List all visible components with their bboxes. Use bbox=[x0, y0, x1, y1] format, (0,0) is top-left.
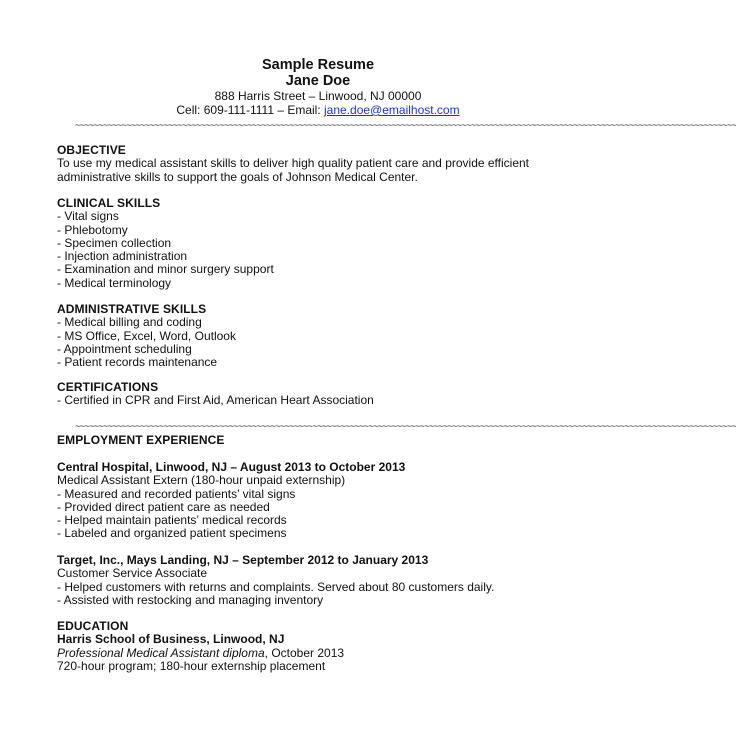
program-line: 720-hour program; 180-hour externship placement bbox=[57, 658, 326, 673]
school-name: Harris School of Business, Linwood, NJ bbox=[57, 632, 285, 647]
list-item: - Assisted with restocking and managing inventory bbox=[57, 594, 577, 607]
list-item: - MS Office, Excel, Word, Outlook bbox=[57, 330, 577, 343]
education-title: EDUCATION bbox=[57, 619, 129, 633]
contact-prefix: Cell: 609-111-1111 – Email: bbox=[176, 103, 325, 117]
list-item: - Medical billing and coding bbox=[57, 316, 577, 329]
objective-line-1: To use my medical assistant skills to deliver high quality patient care and provide efficient bbox=[57, 156, 530, 171]
separator-middle: ~~~~~~~~~~~~~~~~~~~~~~~~~~~~~~~~~~~~~~~~~~~~~~~~~~~~~~~~~~~~~~~~~~~~~~~~~~~~~~~~~~~~~~~~~~~~~~~~~~~~~~~~~~~~~~~~~~~~~~~~~~~~~~~~~~~~~~~~~~~~~~ bbox=[75, 421, 736, 431]
list-item: - Measured and recorded patients’ vital signs bbox=[57, 488, 577, 501]
diploma-date: , October 2013 bbox=[264, 645, 345, 660]
list-item: - Helped customers with returns and complaints. Served about 80 customers daily. bbox=[57, 581, 577, 594]
separator-top: ~~~~~~~~~~~~~~~~~~~~~~~~~~~~~~~~~~~~~~~~~~~~~~~~~~~~~~~~~~~~~~~~~~~~~~~~~~~~~~~~~~~~~~~~~~~~~~~~~~~~~~~~~~~~~~~~~~~~~~~~~~~~~~~~~~~~~~~~~~~~~~ bbox=[75, 120, 736, 130]
resume-header bbox=[0, 57, 636, 117]
certifications-list bbox=[57, 394, 577, 407]
clinical-skills-title: CLINICAL SKILLS bbox=[57, 196, 161, 210]
diploma-name: Professional Medical Assistant diploma bbox=[57, 645, 265, 660]
objective-section bbox=[57, 144, 577, 184]
clinical-skills-list bbox=[57, 210, 577, 290]
job-entry bbox=[57, 554, 577, 607]
education-section bbox=[57, 620, 577, 673]
list-item: - Injection administration bbox=[57, 250, 577, 263]
address-line: 888 Harris Street – Linwood, NJ 00000 bbox=[214, 89, 422, 103]
list-item: - Vital signs bbox=[57, 210, 577, 223]
certifications-section bbox=[57, 381, 577, 408]
list-item: - Certified in CPR and First Aid, American Heart Association bbox=[57, 394, 577, 407]
list-item: - Examination and minor surgery support bbox=[57, 263, 577, 276]
list-item: - Provided direct patient care as needed bbox=[57, 501, 577, 514]
objective-title: OBJECTIVE bbox=[57, 143, 126, 157]
job-entry bbox=[57, 461, 577, 541]
employment-section bbox=[57, 434, 577, 447]
job-duties-list bbox=[57, 488, 577, 541]
resume-title: Sample Resume bbox=[261, 57, 375, 73]
job-heading: Target, Inc., Mays Landing, NJ – September 2012 to January 2013 bbox=[57, 553, 429, 567]
objective-line-2: administrative skills to support the goals of Johnson Medical Center. bbox=[57, 169, 418, 184]
list-item: - Patient records maintenance bbox=[57, 356, 577, 369]
administrative-skills-section bbox=[57, 303, 577, 369]
job-duties-list bbox=[57, 581, 577, 608]
job-role: Medical Assistant Extern (180-hour unpaid externship) bbox=[57, 473, 346, 488]
administrative-skills-list bbox=[57, 316, 577, 369]
list-item: - Specimen collection bbox=[57, 237, 577, 250]
contact-line bbox=[0, 103, 636, 117]
administrative-skills-title: ADMINISTRATIVE SKILLS bbox=[57, 302, 207, 316]
list-item: - Medical terminology bbox=[57, 277, 577, 290]
clinical-skills-section bbox=[57, 197, 577, 290]
job-heading: Central Hospital, Linwood, NJ – August 2013 to October 2013 bbox=[57, 460, 406, 474]
candidate-name: Jane Doe bbox=[285, 73, 351, 89]
employment-title: EMPLOYMENT EXPERIENCE bbox=[57, 433, 225, 447]
job-role: Customer Service Associate bbox=[57, 566, 208, 581]
list-item: - Phlebotomy bbox=[57, 224, 577, 237]
list-item: - Helped maintain patients’ medical records bbox=[57, 514, 577, 527]
list-item: - Appointment scheduling bbox=[57, 343, 577, 356]
list-item: - Labeled and organized patient specimens bbox=[57, 527, 577, 540]
diploma-line bbox=[57, 647, 577, 660]
email-link[interactable]: jane.doe@emailhost.com bbox=[324, 103, 460, 117]
certifications-title: CERTIFICATIONS bbox=[57, 380, 159, 394]
